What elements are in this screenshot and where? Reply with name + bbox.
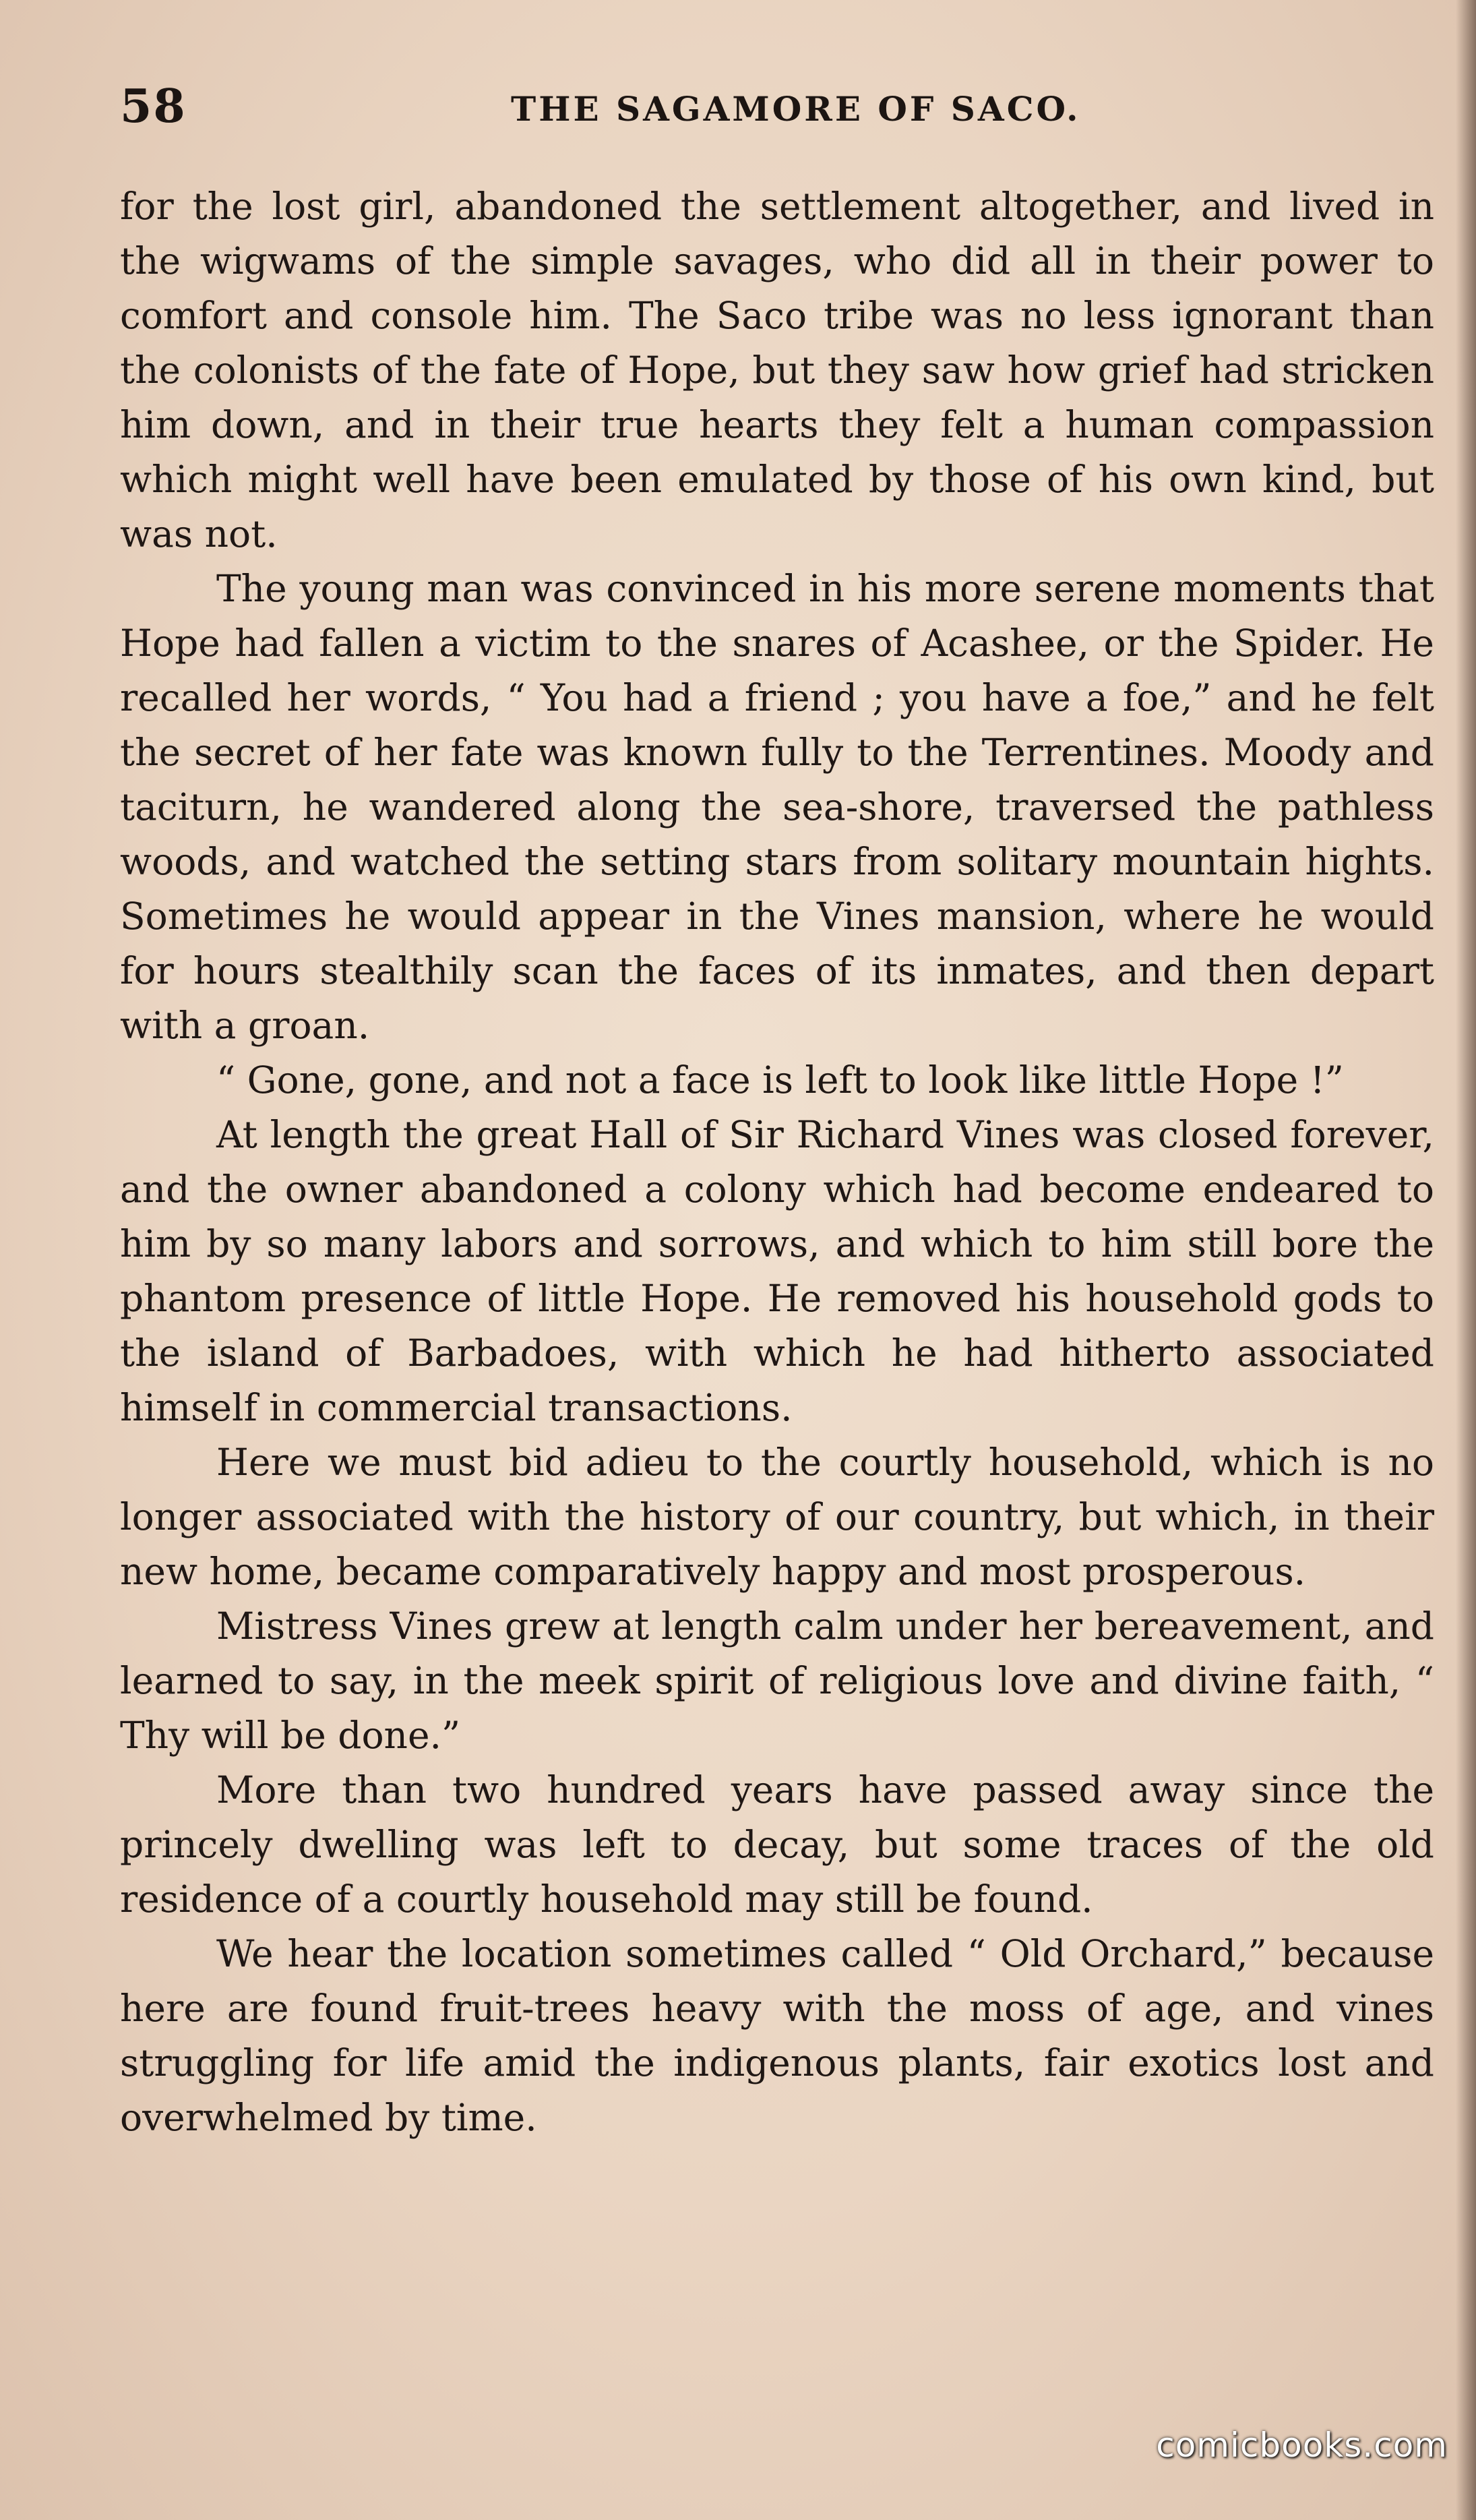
paragraph-8: We hear the location sometimes called “ Old Orchard,” because here are found fruit-trees heavy with the moss of age, and vines struggling for life amid the indigenous plants, fair exotics lost and overwhelmed by time. (120, 1932, 1434, 2139)
watermark: comicbooks.com (1156, 2426, 1448, 2465)
paragraph-6: Mistress Vines grew at length calm under her bereavement, and learned to say, in the meek spirit of religious love and divine faith, “ Thy will be done.” (120, 1604, 1434, 1757)
page-number: 58 (120, 80, 187, 133)
paragraph-5: Here we must bid adieu to the courtly household, which is no longer associated with the history of our country, but which, in their new home, became comparatively happy and most prosperous. (120, 1441, 1434, 1593)
running-head: THE SAGAMORE OF SACO. (511, 89, 1081, 129)
page-edge-shadow (1456, 0, 1476, 2520)
body-text (120, 179, 1434, 2145)
paragraph-3: “ Gone, gone, and not a face is left to look like little Hope !” (216, 1058, 1344, 1102)
paragraph-1: for the lost girl, abandoned the settlement altogether, and lived in the wigwams of the simple savages, who did all in their power to comfort and console him. The Saco tribe was no less ignorant than the colonists of the fate of Hope, but they saw how grief had stricken him down, and in their true hearts they felt a human compassion which might well have been emulated by those of his own kind, but was not. (120, 185, 1434, 556)
paragraph-2: The young man was convinced in his more serene moments that Hope had fallen a victim to the snares of Acashee, or the Spider. He recalled her words, “ You had a friend ; you have a foe,” and he felt the secret of her fate was known fully to the Terrentines. Moody and taciturn, he wandered along the sea-shore, traversed the pathless woods, and watched the setting stars from solitary mountain hights. Sometimes he would appear in the Vines mansion, where he would for hours stealthily scan the faces of its inmates, and then depart with a groan. (120, 567, 1434, 1047)
paragraph-4: At length the great Hall of Sir Richard Vines was closed forever, and the owner abandoned a colony which had become endeared to him by so many labors and sorrows, and which to him still bore the phantom presence of little Hope. He removed his household gods to the island of Barbadoes, with which he had hitherto associated himself in commercial transactions. (120, 1113, 1434, 1429)
page-header (120, 80, 1434, 133)
paragraph-7: More than two hundred years have passed away since the princely dwelling was left to decay, but some traces of the old residence of a courtly household may still be found. (120, 1768, 1434, 1921)
